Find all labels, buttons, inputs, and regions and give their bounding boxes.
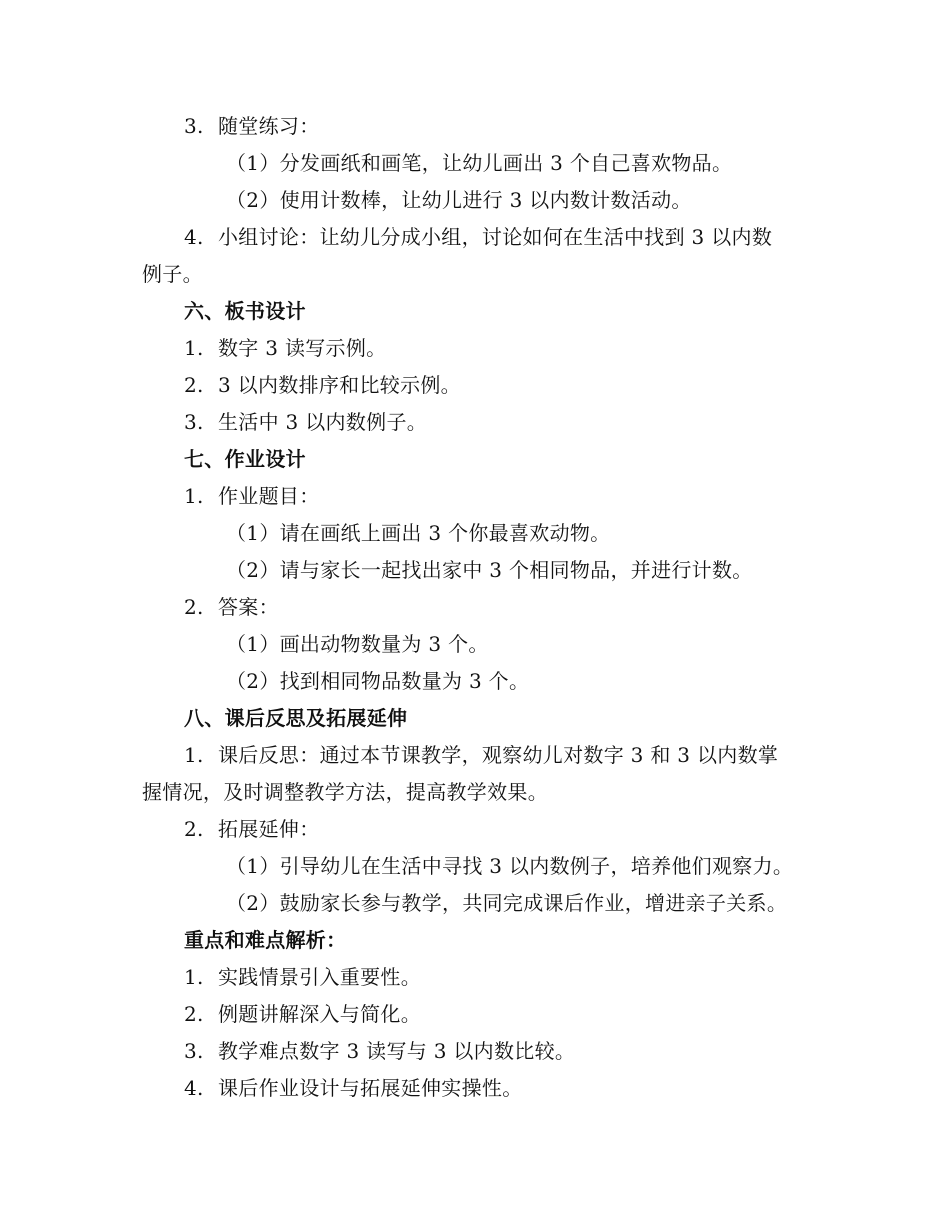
sub-item-text: （2）鼓励家长参与教学，共同完成课后作业，增进亲子关系。: [226, 891, 788, 915]
sub-item-text: （1）请在画纸上画出 3 个你最喜欢动物。: [226, 521, 611, 545]
list-item: [142, 478, 810, 515]
list-item: [142, 1033, 810, 1070]
list-item-number: 1.: [184, 484, 204, 508]
list-item-number: 4.: [184, 225, 204, 249]
section-heading: [142, 441, 810, 478]
section-heading: [142, 700, 810, 737]
section-heading-text: 六、板书设计: [184, 299, 306, 323]
sub-item: [142, 626, 810, 663]
list-item: [142, 811, 810, 848]
sub-item-text: （1）引导幼儿在生活中寻找 3 以内数例子，培养他们观察力。: [226, 854, 794, 878]
list-item-number: 1.: [184, 743, 204, 767]
sub-item-text: （1）分发画纸和画笔，让幼儿画出 3 个自己喜欢物品。: [226, 151, 733, 175]
list-item-text: 3 以内数排序和比较示例。: [218, 373, 461, 397]
list-item-number: 2.: [184, 1002, 204, 1026]
list-item: [142, 959, 810, 996]
list-item-number: 1.: [184, 336, 204, 360]
list-item-text: 生活中 3 以内数例子。: [218, 410, 428, 434]
section-heading-text: 八、课后反思及拓展延伸: [184, 706, 408, 730]
list-item-number: 2.: [184, 817, 204, 841]
list-item: [142, 404, 810, 441]
paragraph-list: [142, 108, 810, 1107]
list-item: [142, 330, 810, 367]
sub-item: [142, 663, 810, 700]
sub-item: [142, 885, 810, 922]
list-item: [142, 219, 810, 256]
paragraph-continuation: [142, 256, 810, 293]
list-item: [142, 367, 810, 404]
list-item: [142, 737, 810, 774]
list-item-number: 3.: [184, 410, 204, 434]
list-item-text: 例题讲解深入与简化。: [218, 1002, 421, 1026]
list-item: [142, 1070, 810, 1107]
continuation-text: 例子。: [142, 262, 203, 286]
sub-item: [142, 145, 810, 182]
list-item-number: 2.: [184, 373, 204, 397]
list-item: [142, 108, 810, 145]
list-item-number: 4.: [184, 1076, 204, 1100]
list-item-number: 3.: [184, 1039, 204, 1063]
list-item: [142, 589, 810, 626]
list-item-number: 2.: [184, 595, 204, 619]
paragraph-continuation: [142, 774, 810, 811]
list-item-text: 数字 3 读写示例。: [218, 336, 387, 360]
list-item-text: 课后反思：通过本节课教学，观察幼儿对数字 3 和 3 以内数掌: [218, 743, 779, 767]
list-item-number: 1.: [184, 965, 204, 989]
section-heading-text: 重点和难点解析：: [184, 928, 347, 952]
list-item: [142, 996, 810, 1033]
sub-item-text: （2）使用计数棒，让幼儿进行 3 以内数计数活动。: [226, 188, 692, 212]
section-heading: [142, 922, 810, 959]
sub-item-text: （2）找到相同物品数量为 3 个。: [226, 669, 530, 693]
sub-item-text: （1）画出动物数量为 3 个。: [226, 632, 489, 656]
document-body: [142, 108, 810, 1107]
list-item-text: 教学难点数字 3 读写与 3 以内数比较。: [218, 1039, 576, 1063]
sub-item-text: （2）请与家长一起找出家中 3 个相同物品，并进行计数。: [226, 558, 753, 582]
list-item-text: 实践情景引入重要性。: [218, 965, 421, 989]
sub-item: [142, 552, 810, 589]
section-heading-text: 七、作业设计: [184, 447, 306, 471]
sub-item: [142, 848, 810, 885]
sub-item: [142, 182, 810, 219]
list-item-text: 答案：: [218, 595, 279, 619]
sub-item: [142, 515, 810, 552]
continuation-text: 握情况，及时调整教学方法，提高教学效果。: [142, 780, 548, 804]
list-item-text: 作业题目：: [218, 484, 320, 508]
list-item-number: 3.: [184, 114, 204, 138]
section-heading: [142, 293, 810, 330]
list-item-text: 拓展延伸：: [218, 817, 320, 841]
list-item-text: 小组讨论：让幼儿分成小组，讨论如何在生活中找到 3 以内数: [218, 225, 773, 249]
list-item-text: 随堂练习：: [218, 114, 320, 138]
list-item-text: 课后作业设计与拓展延伸实操性。: [218, 1076, 523, 1100]
